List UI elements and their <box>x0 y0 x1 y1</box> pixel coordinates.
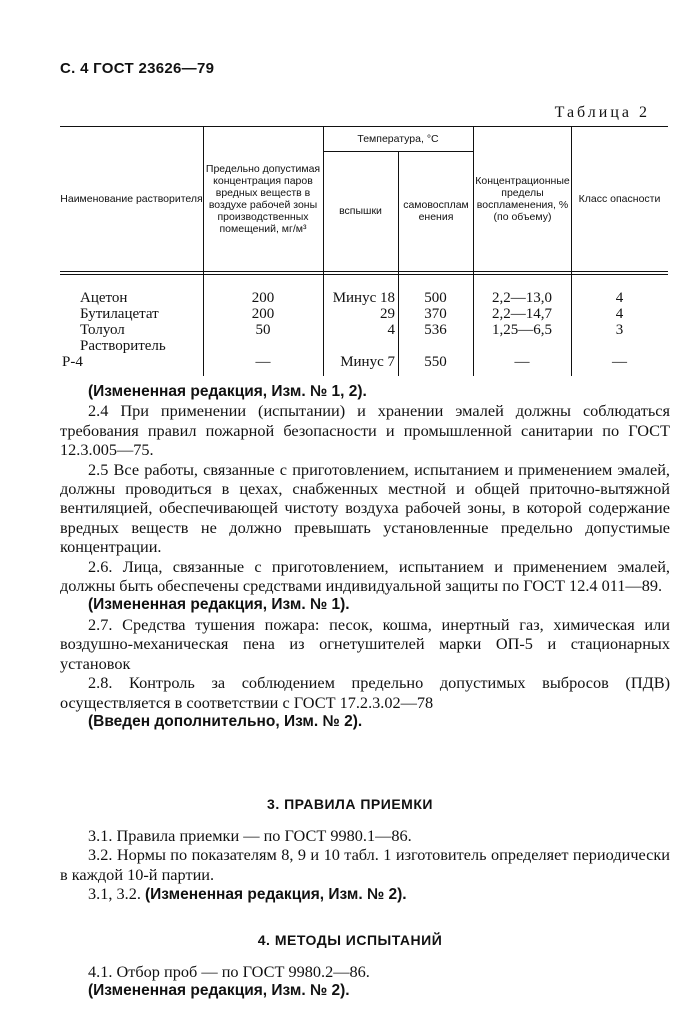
header-name: Наименование растворителя <box>60 192 203 205</box>
section-4-text <box>60 962 670 1001</box>
cell-hazard: 3 <box>615 322 624 338</box>
cell-flash: 29 <box>380 306 395 322</box>
paragraph-4-1: 4.1. Отбор проб — по ГОСТ 9980.2—86. <box>88 962 370 981</box>
section-3-text <box>60 826 670 905</box>
paragraph-2-8: 2.8. Контроль за соблюдением предельно допустимых выбросов (ПДВ) осуществляется в соответствии с ГОСТ 17.2.3.02—78 <box>60 673 670 712</box>
cell-hazard: — <box>612 354 627 370</box>
header-temp-group: Температура, °С <box>357 132 439 145</box>
header-hazard-class: Класс опасности <box>578 192 661 205</box>
header-autoignition: самовоспламенения <box>403 199 469 223</box>
section-3-title: 3. ПРАВИЛА ПРИЕМКИ <box>267 796 433 812</box>
data-table <box>60 126 668 376</box>
cell-mac: 50 <box>255 322 271 338</box>
paragraph-3-1: 3.1. Правила приемки — по ГОСТ 9980.1—86. <box>88 826 412 845</box>
table-row <box>60 354 668 371</box>
cell-hazard: 4 <box>615 290 624 306</box>
cell-concentration: 2,2—13,0 <box>492 290 552 306</box>
section-4-title: 4. МЕТОДЫ ИСПЫТАНИЙ <box>257 932 443 948</box>
table-row <box>60 290 668 307</box>
amendment-note-line <box>60 884 670 904</box>
table-header-rule-2 <box>60 274 668 275</box>
running-head: С. 4 ГОСТ 23626—79 <box>60 60 215 77</box>
header-flash: вспышки <box>339 205 382 217</box>
cell-autoignition: 536 <box>424 322 447 338</box>
amendment-note-ref: 3.1, 3.2. <box>88 884 141 904</box>
cell-name: Бутилацетат <box>80 306 159 322</box>
table-row <box>60 322 668 339</box>
cell-mac: 200 <box>251 306 275 322</box>
header-concentration: Концентрационные пределы воспламенения, % (по объему) <box>475 174 570 223</box>
amendment-note: (Измененная редакция, Изм. № 1, 2). <box>88 383 367 400</box>
paragraph-2-4: 2.4 При применении (испытании) и хранении эмалей должны соблюдаться требования правил пожарной безопасности и промышленной санитарии по ГОСТ 12.3.005—75. <box>60 401 670 460</box>
cell-concentration: — <box>514 354 530 370</box>
cell-flash: Минус 7 <box>340 354 395 370</box>
cell-name: Толуол <box>80 322 125 338</box>
cell-autoignition: 550 <box>424 354 447 370</box>
paragraph-2-7: 2.7. Средства тушения пожара: песок, кошма, инертный газ, химическая или воздушно-механическая пена из огнетушителей марки ОП-5 и стационарных установок <box>60 614 670 673</box>
cell-name: Ацетон <box>80 290 128 306</box>
paragraph-3-2: 3.2. Нормы по показателям 8, 9 и 10 табл. 1 изготовитель определяет периодически в каждой 10-й партии. <box>60 845 670 884</box>
table-caption: Таблица 2 <box>554 104 650 121</box>
paragraph-2-5: 2.5 Все работы, связанные с приготовлением, испытанием и применением эмалей, должны проводиться в цехах, снабженных местной и общей приточно-вытяжной вентиляцией, обеспечивающей чистоту воздуха рабочей зоны, в которой содержание вредных веществ не должно превышать установленные предельно допустимые концентрации. <box>60 459 670 557</box>
cell-hazard: 4 <box>615 306 624 322</box>
cell-concentration: 1,25—6,5 <box>492 322 552 338</box>
amendment-note: (Измененная редакция, Изм. № 2). <box>88 982 350 1000</box>
cell-flash: 4 <box>387 322 395 338</box>
cell-mac: 200 <box>251 290 275 306</box>
table-row <box>60 306 668 323</box>
amendment-note: (Измененная редакция, Изм. № 2). <box>145 886 407 904</box>
cell-concentration: 2,2—14,7 <box>492 306 552 322</box>
cell-name-continued: Р-4 <box>62 354 83 370</box>
table-header-rule <box>60 271 668 272</box>
table-row <box>60 338 668 355</box>
header-mac: Предельно допустимая концентрация паров вредных веществ в воздухе рабочей зоны производственных помещений, мг/м³ <box>205 163 321 235</box>
amendment-note: (Измененная редакция, Изм. № 1). <box>88 596 350 614</box>
section-2-text <box>60 382 670 731</box>
cell-autoignition: 370 <box>424 306 447 322</box>
cell-mac: — <box>255 354 271 370</box>
cell-flash: Минус 18 <box>332 290 395 306</box>
cell-name: Растворитель <box>80 338 166 354</box>
paragraph-2-6: 2.6. Лица, связанные с приготовлением, испытанием и применением эмалей, должны быть обеспечены средствами индивидуальной защиты по ГОСТ 12.4 011—89. <box>60 556 670 596</box>
amendment-note: (Введен дополнительно, Изм. № 2). <box>88 712 363 730</box>
cell-autoignition: 500 <box>424 290 447 306</box>
